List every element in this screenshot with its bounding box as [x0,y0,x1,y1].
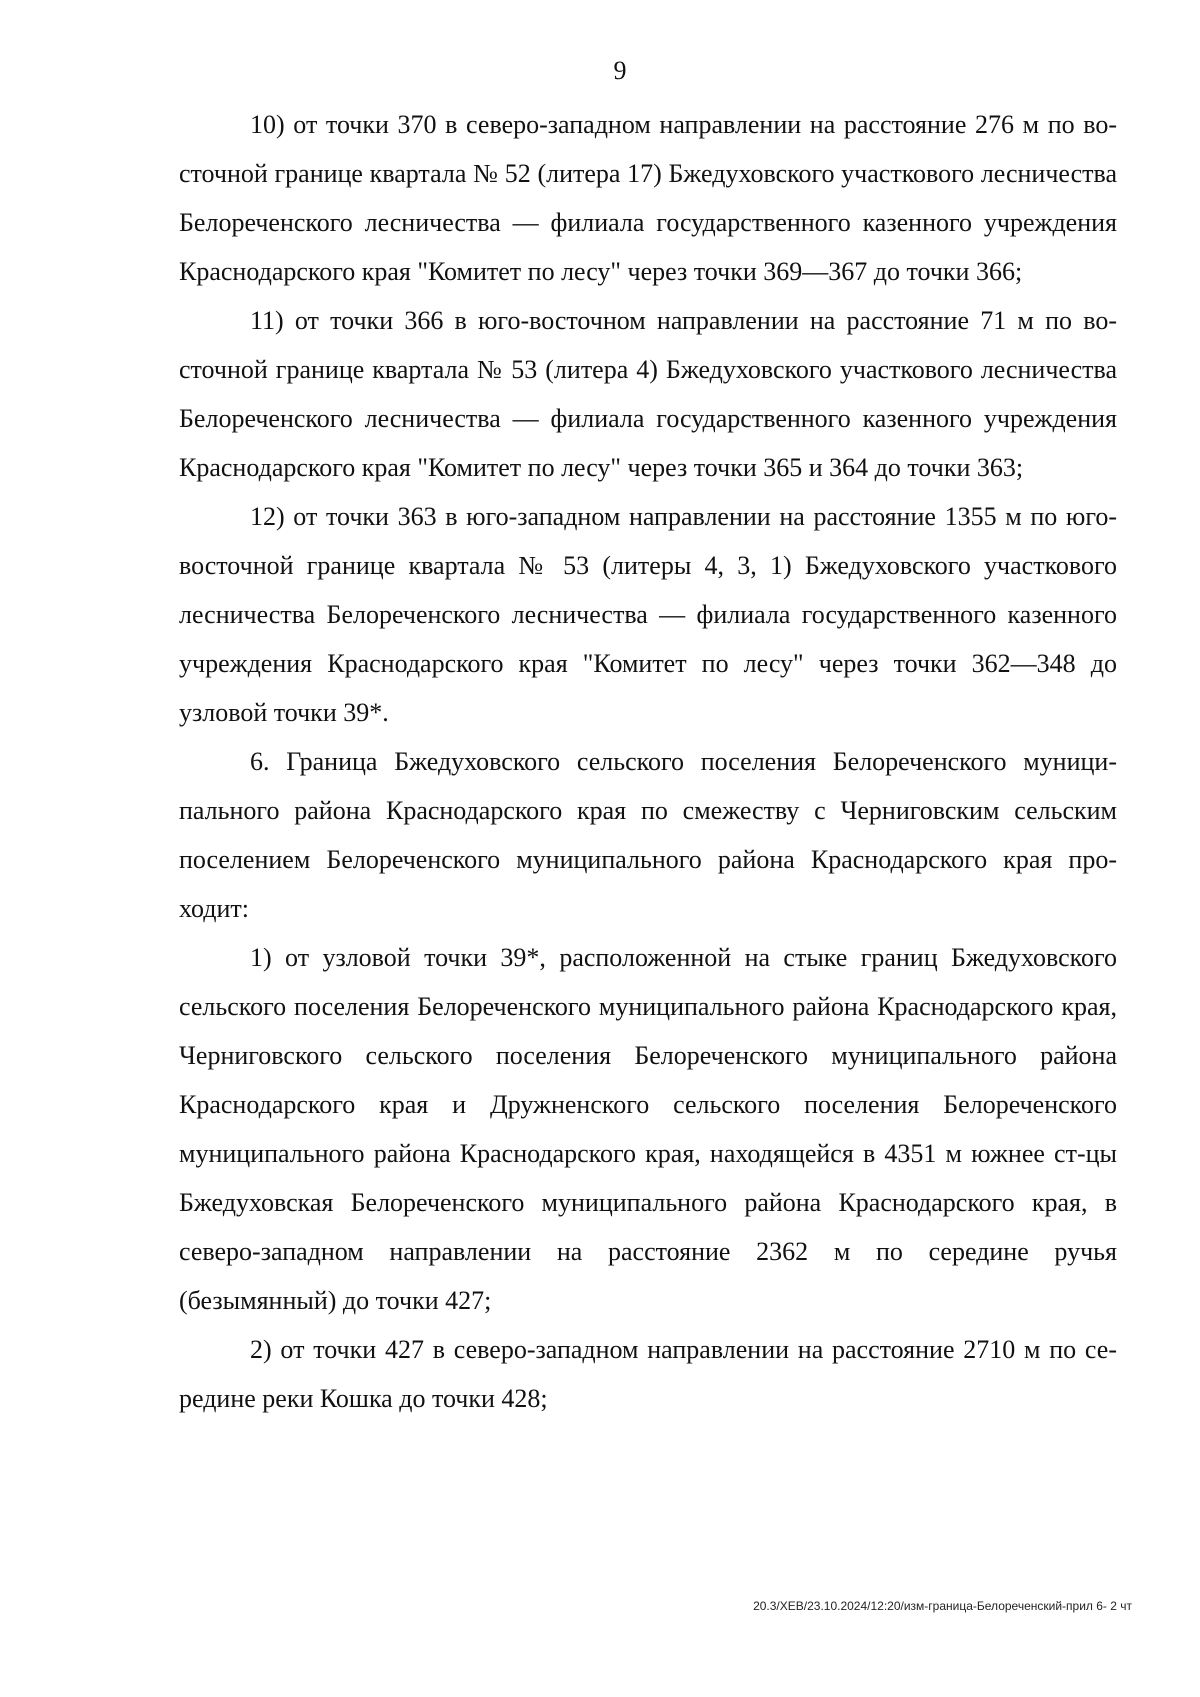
paragraph-item-1: 1) от узловой точки 39*, расположенной на стыке границ Бжедуховского сельского поселения Белореченского муниципального района Краснодарского края, Черниговского сельского поселения Белореченского муниципального района Краснодарского края и Дружненского сельского поселения Белореченского муниципального района Краснодарского края, находящейся в 4351 м южнее ст-цы Бжедуховская Белореченского муниципального района Краснодарского края, в северо-западном направлении на расстояние 2362 м по середине ручья (безымянный) до точки 427; [179,943,1117,1315]
page-number: 9 [613,56,627,85]
document-footer-code: 20.3/ХЕВ/23.10.2024/12:20/изм-граница-Белореченский-прил 6- 2 чт [753,1599,1132,1613]
paragraph-item-11: 11) от точки 366 в юго-восточном направлении на расстояние 71 м по восточной границе квартала № 53 (литера 4) Бжедуховского участкового лесничества Белореченского лесничества — филиала государственного казенного учреждения Краснодарского края "Комитет по лесу" через точки 365 и 364 до точки 363; [179,306,1117,482]
paragraph-section-6: 6. Граница Бжедуховского сельского поселения Белореченского муниципального района Краснодарского края по смежеству с Черниговским сельским поселением Белореченского муниципального района Краснодарского края проходит: [179,747,1117,923]
paragraph-item-10: 10) от точки 370 в северо-западном направлении на расстояние 276 м по восточной границе квартала № 52 (литера 17) Бжедуховского участкового лесничества Белореченского лесничества — филиала государственного казенного учреждения Краснодарского края "Комитет по лесу" через точки 369—367 до точки 366; [179,110,1117,286]
document-body [179,100,1117,1423]
paragraph-item-12: 12) от точки 363 в юго-западном направлении на расстояние 1355 м по юго-восточной границе квартала № 53 (литеры 4, 3, 1) Бжедуховского участкового лесничества Белореченского лесничества — филиала государственного казенного учреждения Краснодарского края "Комитет по лесу" через точки 362—348 до узловой точки 39*. [179,502,1117,727]
paragraph-item-2: 2) от точки 427 в северо-западном направлении на расстояние 2710 м по середине реки Кошка до точки 428; [179,1335,1117,1413]
